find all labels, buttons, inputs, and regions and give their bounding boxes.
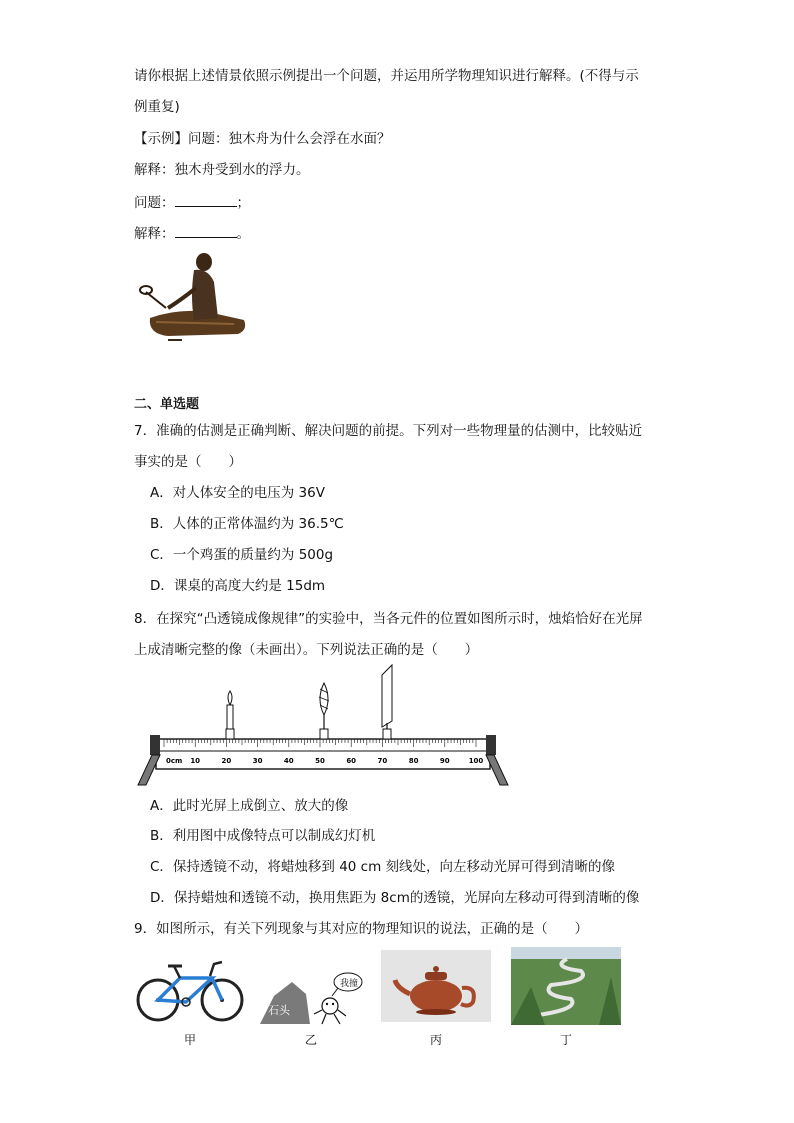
q8-stem-1: 8．在探究“凸透镜成像规律”的实验中，当各元件的位置如图所示时，烛焰恰好在光屏 [134,611,643,627]
scale-label: 90 [439,757,450,765]
intro-line-2: 例重复) [134,99,180,115]
left-end-block [150,735,160,755]
q9-stem: 9．如图所示，有关下列现象与其对应的物理知识的说法，正确的是（ ） [134,921,589,937]
q7-option-a[interactable]: A．对人体安全的电压为 36V [150,485,325,501]
caption-ding: 丁 [559,1033,572,1047]
example-answer: 解释：独木舟受到水的浮力。 [134,162,310,178]
answer-blank[interactable] [175,223,237,238]
question-label: 问题： [134,195,175,211]
question-blank[interactable] [175,192,237,207]
canoe-figure [138,248,250,346]
scale-label: 50 [315,757,325,765]
scale-label: 80 [408,757,419,765]
stone-label: 石头 [268,1004,290,1017]
left-leg [138,755,160,785]
right-end-block [486,735,496,755]
answer-end: 。 [236,226,250,242]
q7-stem-1: 7．准确的估测是正确判断、解决问题的前提。下列对一些物理量的估测中，比较贴近 [134,423,643,439]
scale-label: 0cm [166,757,183,765]
q8-option-a[interactable]: A．此时光屏上成倒立、放大的像 [150,798,349,814]
scale-label: 70 [377,757,388,765]
caption-bing: 丙 [429,1033,442,1047]
q8-option-d[interactable]: D．保持蜡烛和透镜不动，换用焦距为 8cm的透镜，光屏向左移动可得到清晰的像 [150,890,640,906]
question-end: ； [236,195,250,211]
answer-label: 解释： [134,226,175,242]
answer-blank-line [134,223,250,244]
intro-line-1: 请你根据上述情景依照示例提出一个问题，并运用所学物理知识进行解释。(不得与示 [134,68,639,84]
q7-option-b[interactable]: B．人体的正常体温约为 36.5℃ [150,516,344,532]
section-title: 二、单选题 [134,397,200,412]
scale-label: 30 [252,757,263,765]
scale-label: 100 [468,757,484,765]
scale-label: 40 [283,757,294,765]
question-blank-line [134,192,250,213]
q7-option-c[interactable]: C．一个鸡蛋的质量约为 500g [150,547,334,563]
scale-label: 20 [221,757,232,765]
optical-bench-figure [134,665,518,790]
q7-stem-2: 事实的是（ ） [134,454,242,470]
q8-option-b[interactable]: B．利用图中成像特点可以制成幻灯机 [150,828,376,844]
light-screen [382,665,392,739]
q7-option-d[interactable]: D．课桌的高度大约是 15dm [150,578,326,594]
candle [226,691,234,739]
teapot-image [381,950,491,1022]
bicycle-image [134,958,246,1024]
right-leg [486,755,508,785]
bench-scale [164,739,483,765]
scale-label: 60 [346,757,357,765]
q8-option-c[interactable]: C．保持透镜不动，将蜡烛移到 40 cm 刻线处，向左移动光屏可得到清晰的像 [150,859,616,875]
example-question: 【示例】问题：独木舟为什么会浮在水面？ [134,131,391,147]
scale-label: 10 [190,757,201,765]
q8-stem-2: 上成清晰完整的像（未画出）。下列说法正确的是（ ） [134,642,479,658]
caption-yi: 乙 [304,1033,317,1047]
convex-lens [319,683,329,739]
speech-bubble-label: 我撞 [340,979,359,989]
caption-jia: 甲 [183,1033,196,1047]
mountain-road-image [511,947,621,1025]
